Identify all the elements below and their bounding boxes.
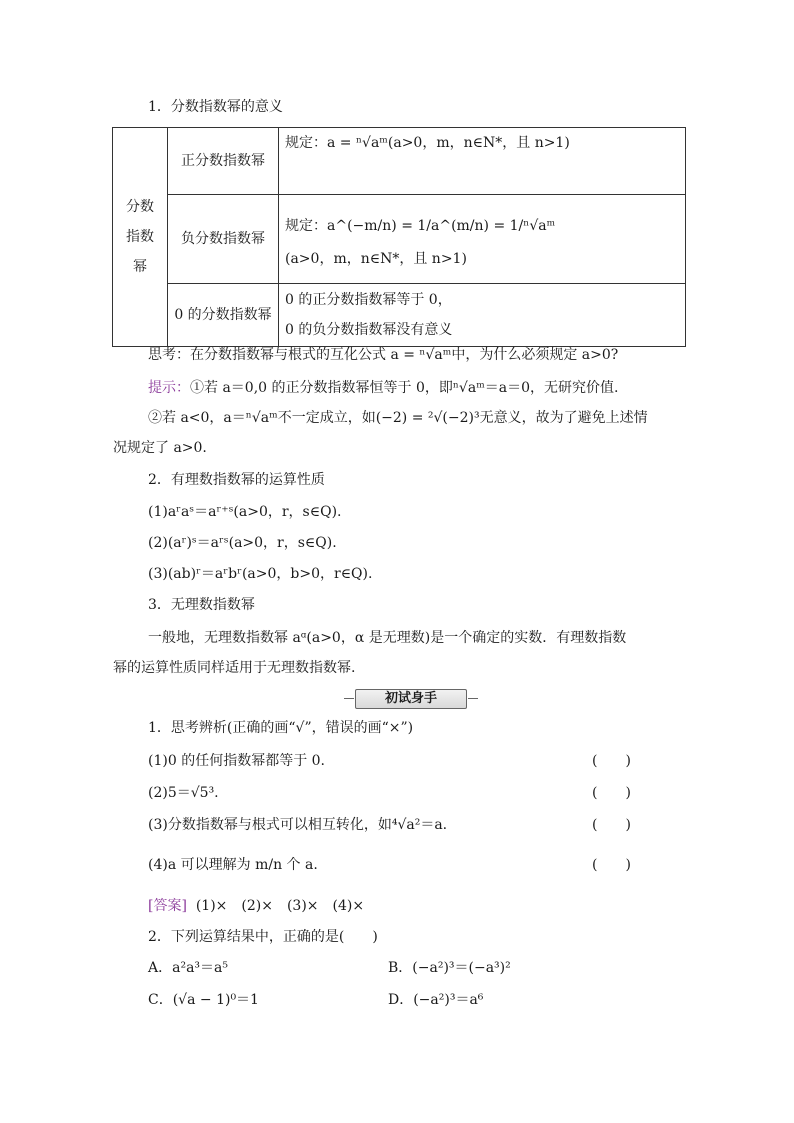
rule-2: (2)(aʳ)ˢ＝aʳˢ(a>0，r，s∈Q). — [148, 535, 337, 551]
hint-2a: ②若 a<0，a＝ⁿ√aᵐ不一定成立，如(−2) = ²√(−2)³无意义，故为了避免上述情 — [148, 410, 648, 426]
option-c: C．(√a − 1)⁰＝1 — [148, 992, 259, 1008]
option-a: A．a²a³＝a⁵ — [148, 960, 228, 976]
section1-title: 1．分数指数幂的意义 — [148, 99, 283, 115]
fraction-exponent-table — [112, 127, 686, 347]
q1-item-2: (2)5＝√5³. — [148, 785, 219, 801]
row-zero-rule: 0 的正分数指数幂等于 0， 0 的负分数指数幂没有意义 — [279, 284, 686, 347]
answer-blank-2: ( ) — [592, 785, 631, 801]
hint-1: 提示：①若 a＝0,0 的正分数指数幂恒等于 0，即ⁿ√aᵐ＝a＝0，无研究价值. — [148, 380, 619, 396]
q2-title: 2．下列运算结果中，正确的是( ) — [148, 929, 378, 945]
row-zero-label: 0 的分数指数幂 — [168, 284, 279, 347]
answer-label: [答案] — [148, 898, 187, 914]
q1-item-1: (1)0 的任何指数幂都等于 0. — [148, 753, 325, 769]
row-positive-rule: 规定：a = ⁿ√aᵐ(a>0，m，n∈N*，且 n>1) — [279, 128, 686, 195]
q1-title: 1．思考辨析(正确的画“√”，错误的画“×”) — [148, 720, 414, 736]
answer-blank-1: ( ) — [592, 753, 631, 769]
q1-item-4: (4)a 可以理解为 m/n 个 a. — [148, 857, 318, 873]
row-negative-label: 负分数指数幂 — [168, 195, 279, 284]
answer-blank-3: ( ) — [592, 817, 631, 833]
row-negative-rule: 规定：a^(−m/n) = 1/a^(m/n) = 1/ⁿ√aᵐ (a>0，m，n∈N*，且 n>1) — [279, 195, 686, 284]
row-positive-label: 正分数指数幂 — [168, 128, 279, 195]
hint-label: 提示： — [148, 380, 190, 396]
rule-1: (1)aʳaˢ＝aʳ⁺ˢ(a>0，r，s∈Q). — [148, 504, 342, 520]
option-b: B．(−a²)³＝(−a³)² — [388, 960, 511, 976]
try-it-banner: 初试身手 — [355, 689, 467, 709]
section3-p1: 一般地，无理数指数幂 aᵅ(a>0，α 是无理数)是一个确定的实数．有理数指数 — [148, 630, 627, 646]
hint-2b: 况规定了 a>0. — [113, 440, 207, 456]
table-main-label: 分数指数幂 — [113, 128, 168, 347]
section3-title: 3．无理数指数幂 — [148, 597, 255, 613]
option-d: D．(−a²)³＝a⁶ — [388, 992, 484, 1008]
section2-title: 2．有理数指数幂的运算性质 — [148, 472, 325, 488]
section3-p2: 幂的运算性质同样适用于无理数指数幂. — [113, 660, 356, 676]
rule-3: (3)(ab)ʳ＝aʳbʳ(a>0，b>0，r∈Q). — [148, 566, 373, 582]
think-question: 思考：在分数指数幂与根式的互化公式 a = ⁿ√aᵐ中，为什么必须规定 a>0? — [148, 347, 619, 363]
q1-answer: [答案] (1)× (2)× (3)× (4)× — [148, 898, 365, 914]
q1-item-3: (3)分数指数幂与根式可以相互转化，如⁴√a²＝a. — [148, 817, 448, 833]
answer-blank-4: ( ) — [592, 857, 631, 873]
